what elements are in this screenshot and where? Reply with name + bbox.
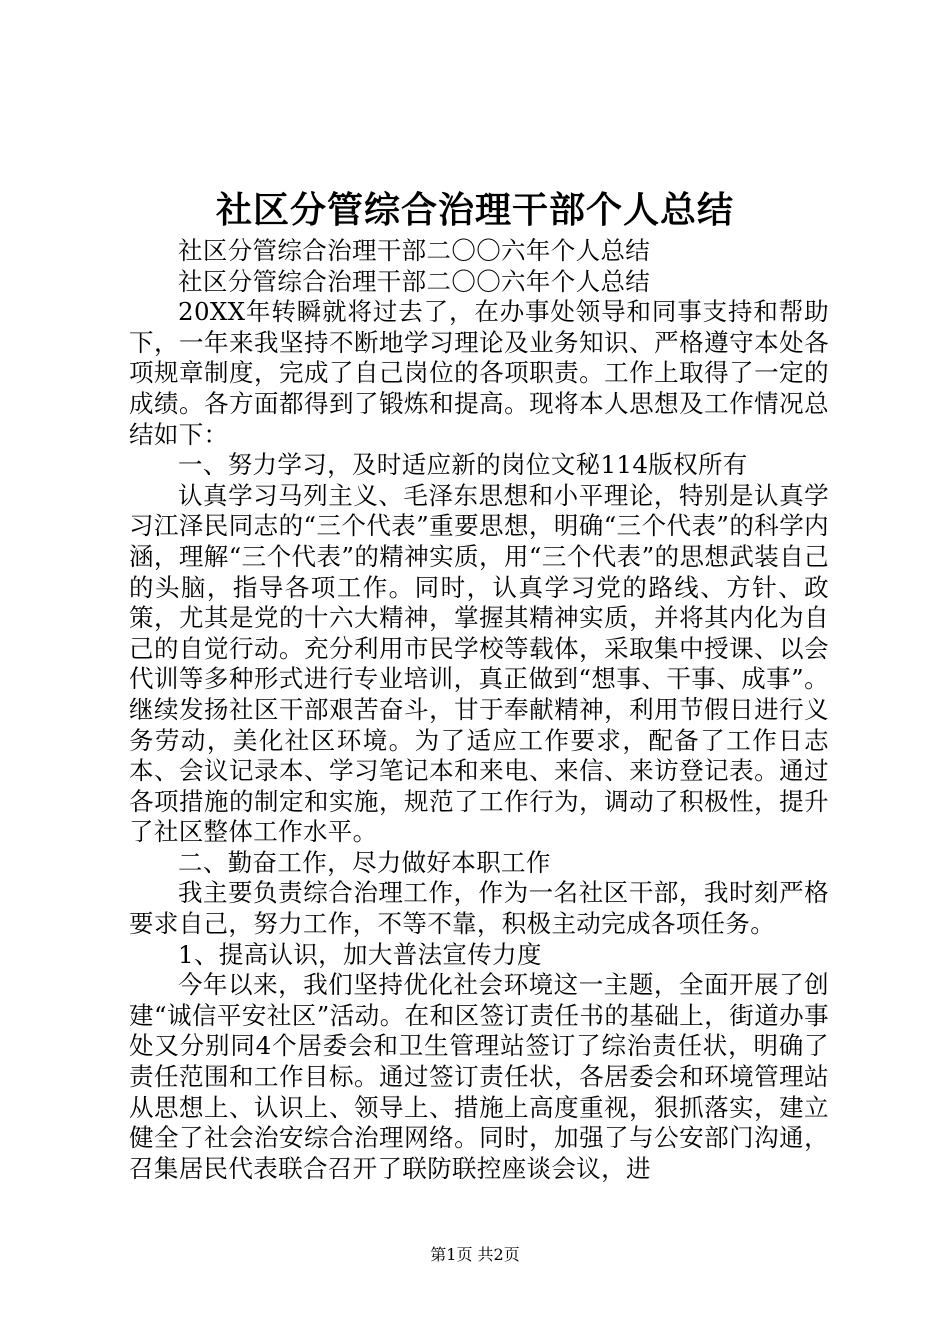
section-heading-1: 一、努力学习，及时适应新的岗位文秘114版权所有: [178, 450, 748, 480]
subsection-1-paragraph: 今年以来，我们坚持优化社会环境这一主题，全面开展了创建“诚信平安社区”活动。在和区签订责任书的基础上，街道办事处又分别同4个居委会和卫生管理站签订了综治责任状，明确了责任范围和工作目标。通过签订责任状，各居委会和环境管理站从思想上、认识上、领导上、措施上高度重视，狠抓落实，建立健全了社会治安综合治理网络。同时，加强了与公安部门沟通，召集居民代表联合召开了联防联控座谈会议，进: [129, 970, 829, 1183]
page-footer: 第1页 共2页: [430, 1245, 520, 1264]
section-heading-2: 二、勤奋工作，尽力做好本职工作: [178, 847, 551, 877]
subtitle-line-1: 社区分管综合治理干部二〇〇六年个人总结: [178, 236, 651, 265]
document-body: [129, 236, 829, 1184]
section-2-paragraph: 我主要负责综合治理工作，作为一名社区干部，我时刻严格要求自己，努力工作，不等不靠，积极主动完成各项任务。: [129, 878, 829, 939]
intro-paragraph: 20XX年转瞬就将过去了，在办事处领导和同事支持和帮助下，一年来我坚持不断地学习理论及业务知识、严格遵守本处各项规章制度，完成了自己岗位的各项职责。工作上取得了一定的成绩。各方面都得到了锻炼和提高。现将本人思想及工作情况总结如下：: [129, 297, 829, 449]
section-1-paragraph: 认真学习马列主义、毛泽东思想和小平理论，特别是认真学习江泽民同志的“三个代表”重要思想，明确“三个代表”的科学内涵，理解“三个代表”的精神实质，用“三个代表”的思想武装自己的头脑，指导各项工作。同时，认真学习党的路线、方针、政策，尤其是党的十六大精神，掌握其精神实质，并将其内化为自己的自觉行动。充分利用市民学校等载体，采取集中授课、以会代训等多种形式进行专业培训，真正做到“想事、干事、成事”。继续发扬社区干部艰苦奋斗，甘于奉献精神，利用节假日进行义务劳动，美化社区环境。为了适应工作要求，配备了工作日志本、会议记录本、学习笔记本和来电、来信、来访登记表。通过各项措施的制定和实施，规范了工作行为，调动了积极性，提升了社区整体工作水平。: [129, 480, 829, 847]
subtitle-line-2: 社区分管综合治理干部二〇〇六年个人总结: [178, 266, 651, 296]
subsection-heading-1: 1、提高认识，加大普法宣传力度: [178, 939, 542, 969]
document-title: 社区分管综合治理干部个人总结: [215, 189, 734, 231]
